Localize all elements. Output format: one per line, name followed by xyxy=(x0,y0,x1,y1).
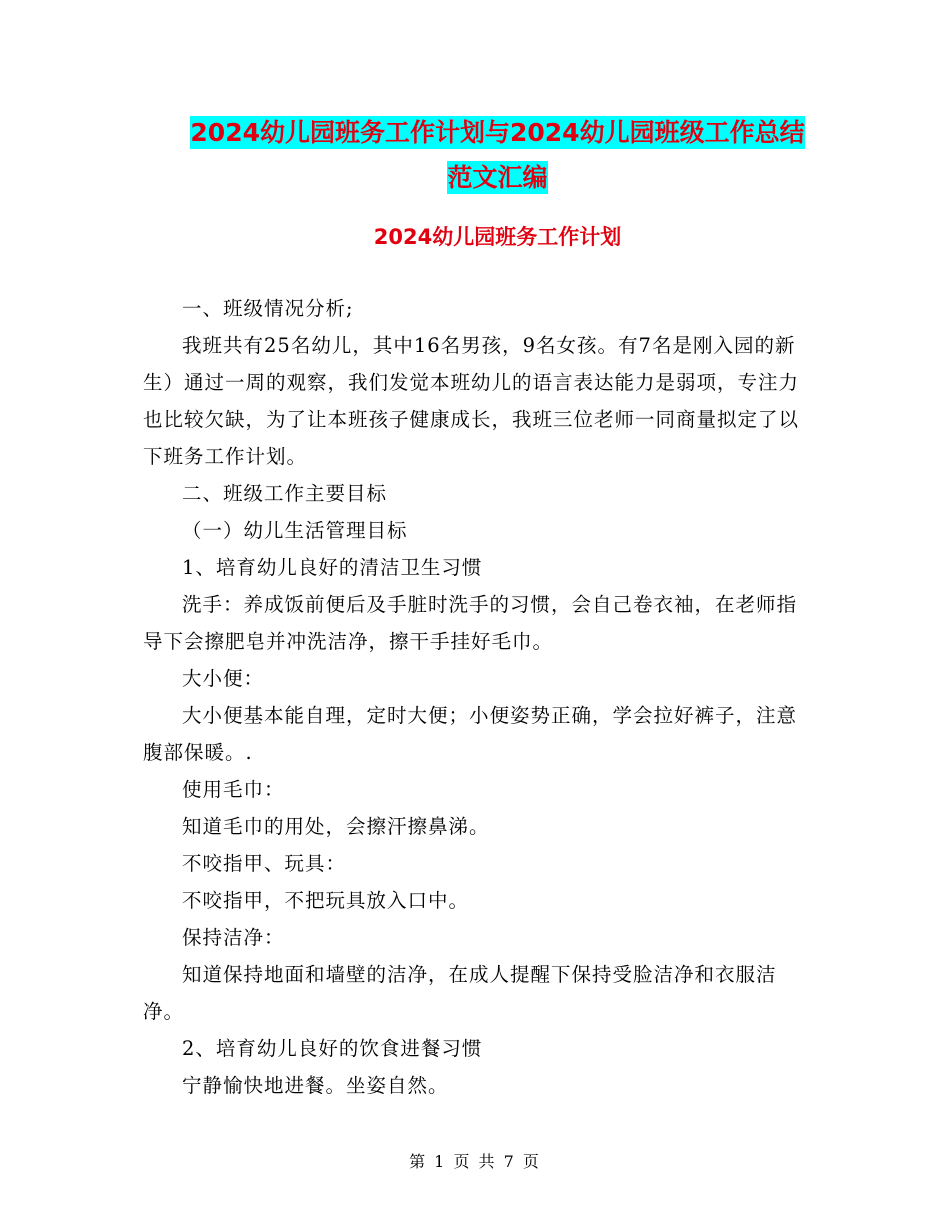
section-title: 2024幼儿园班务工作计划 xyxy=(373,225,622,249)
paragraph: 大小便基本能自理，定时大便；小便姿势正确，学会拉好裤子，注意腹部保暖。. xyxy=(143,704,798,764)
paragraph: 一、班级情况分析; xyxy=(182,297,354,320)
paragraph: 不咬指甲、玩具： xyxy=(182,852,347,875)
paragraph: 洗手：养成饭前便后及手脏时洗手的习惯，会自己卷衣袖，在老师指导下会擦肥皂并冲洗洁净，擦干手挂好毛巾。 xyxy=(143,593,798,653)
document-title-line-2: 范文汇编 xyxy=(447,163,548,192)
paragraph: （一）幼儿生活管理目标 xyxy=(182,519,408,542)
paragraph: 二、班级工作主要目标 xyxy=(182,482,388,505)
paragraph: 知道毛巾的用处，会擦汗擦鼻涕。 xyxy=(182,815,490,838)
paragraph: 知道保持地面和墙壁的洁净，在成人提醒下保持受脸洁净和衣服洁净。 xyxy=(143,963,777,1023)
document-title-line-1: 2024幼儿园班务工作计划与2024幼儿园班级工作总结 xyxy=(190,118,805,147)
page-footer: 第 1 页 共 7 页 xyxy=(409,1152,541,1171)
document-body xyxy=(143,290,805,1104)
paragraph: 宁静愉快地进餐。坐姿自然。 xyxy=(182,1074,449,1097)
paragraph: 1、培育幼儿良好的清洁卫生习惯 xyxy=(182,556,483,579)
paragraph: 大小便： xyxy=(182,667,265,690)
paragraph: 保持洁净： xyxy=(182,926,285,949)
paragraph: 2、培育幼儿良好的饮食进餐习惯 xyxy=(182,1037,483,1060)
paragraph: 使用毛巾： xyxy=(182,778,285,801)
paragraph: 不咬指甲，不把玩具放入口中。 xyxy=(182,889,470,912)
paragraph: 我班共有25名幼儿，其中16名男孩，9名女孩。有7名是刚入园的新生）通过一周的观察，我们发觉本班幼儿的语言表达能力是弱项，专注力也比较欠缺，为了让本班孩子健康成长，我班三位老师一同商量拟定了以下班务工作计划。 xyxy=(143,334,800,468)
document-title xyxy=(140,110,855,200)
